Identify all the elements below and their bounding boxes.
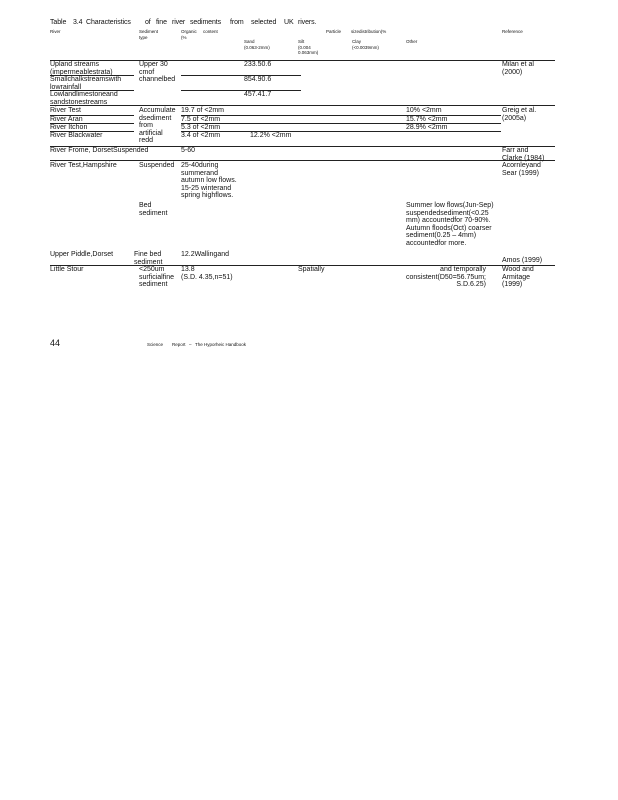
cell-other: 10% <2mm [406, 107, 442, 114]
cell-organic-content: 25-40during summerand autumn low flows. 15-25 winterand spring highflows. [181, 162, 237, 200]
table-rule [50, 105, 555, 106]
table-rule [181, 131, 501, 132]
table-rule [181, 123, 501, 124]
caption-word: 3.4 [73, 19, 83, 26]
header-silt: Silt (0.004 0.063mm) [298, 39, 319, 55]
header-size-distribution: sizedistribution(% [351, 29, 387, 34]
header-organic-content: Organic content (% [181, 29, 218, 40]
caption-word: Table [50, 19, 67, 26]
cell-reference: Greig et al. (2005a) [502, 107, 537, 122]
cell-river: River Blackwater [50, 132, 103, 139]
cell-other: and temporally consistent(D50=56.75um; S.D.6.25) [406, 266, 486, 289]
caption-word: fine [156, 19, 167, 26]
page-number: 44 [50, 338, 61, 348]
cell-river: Smallchalkstreamswith lowrainfall [50, 76, 122, 91]
cell-river: Lowlandlimestoneand sandstonestreams [50, 91, 118, 106]
cell-organic-content: 12.2Wallingand [181, 251, 229, 258]
caption-word: river [172, 19, 186, 26]
cell-organic-content: 5.3 of <2mm [181, 124, 221, 131]
cell-reference: Acornleyand Sear (1999) [502, 162, 541, 177]
cell-river: River Itchon [50, 124, 88, 131]
cell-other: Summer low flows(Jun-Sep) suspendedsediment(<0.25 mm) accountedfor 70-90%. Autumn floods(Oct) coarser sediment(0.25 – 4mm) accountedfor more. [406, 202, 494, 247]
table-rule [50, 60, 555, 61]
header-clay: Clay (<0.0039mm) [352, 39, 379, 50]
cell-reference: Amos (1999) [502, 257, 543, 264]
cell-organic-content: 7.5 of <2mm [181, 116, 221, 123]
header-reference: Reference [502, 29, 523, 34]
cell-reference: Milan et al (2000) [502, 61, 534, 76]
cell-sediment-type: Upper 30 cmof channelbed [139, 61, 176, 84]
cell-river: Little Stour [50, 266, 84, 273]
caption-word: rivers. [298, 19, 317, 26]
table-rule [181, 90, 301, 91]
caption-word: from [230, 19, 244, 26]
cell-river: River Test [50, 107, 81, 114]
header-other: Other [406, 39, 418, 44]
header-sand: Sand (0.063-2mm) [244, 39, 270, 50]
cell-reference: Wood and Armitage (1999) [502, 266, 534, 289]
cell-organic-content: 5-60 [181, 147, 196, 154]
cell-sand: 233.50.6 [244, 61, 272, 68]
cell-river: Upland streams (impermeablestrata) [50, 61, 113, 76]
cell-organic-content: 3.4 of <2mm [181, 132, 221, 139]
cell-river: Upper Piddle,Dorset [50, 251, 114, 258]
footer-word: – [189, 342, 192, 347]
cell-organic-content: 19.7 of <2mm [181, 107, 224, 114]
cell-sediment-type: Suspended [139, 162, 175, 169]
caption-word: of [145, 19, 151, 26]
cell-reference: Farr and Clarke (1984) [502, 147, 545, 162]
footer-word: Report [172, 342, 186, 347]
caption-word: sediments [190, 19, 222, 26]
cell-sand: 457.41.7 [244, 91, 272, 98]
cell-sediment-type: Bed sediment [139, 202, 168, 217]
header-river: River [50, 29, 61, 34]
cell-organic-content: 13.8 (S.D. 4.35,n=51) [181, 266, 233, 281]
footer-word: Science [147, 342, 164, 347]
cell-other: 15.7% <2mm [406, 116, 448, 123]
cell-sediment-type: Fine bed sediment [134, 251, 163, 266]
cell-sediment-type: <250um surficialfine sediment [139, 266, 175, 289]
header-sediment-type: Sediment type [139, 29, 159, 40]
table-rule [50, 160, 555, 161]
header-particle: Particle [326, 29, 342, 34]
table-rule [181, 115, 501, 116]
table-rule [181, 75, 301, 76]
cell-organic-content-extra: 12.2% <2mm [250, 132, 292, 139]
cell-silt: Spatially [298, 266, 325, 273]
caption-word: Characteristics [86, 19, 131, 26]
cell-sediment-type: Accumulate dsediment from artificial redd [139, 107, 176, 145]
cell-river: River Test,Hampshire [50, 162, 117, 169]
caption-word: UK [284, 19, 294, 26]
footer-title: The Hyporheic Handbook [195, 342, 247, 347]
cell-sand: 854.90.6 [244, 76, 272, 83]
cell-river: River Aran [50, 116, 83, 123]
cell-river: River Frome, DorsetSuspended [50, 147, 149, 154]
caption-word: selected [251, 19, 277, 26]
cell-other: 28.9% <2mm [406, 124, 448, 131]
